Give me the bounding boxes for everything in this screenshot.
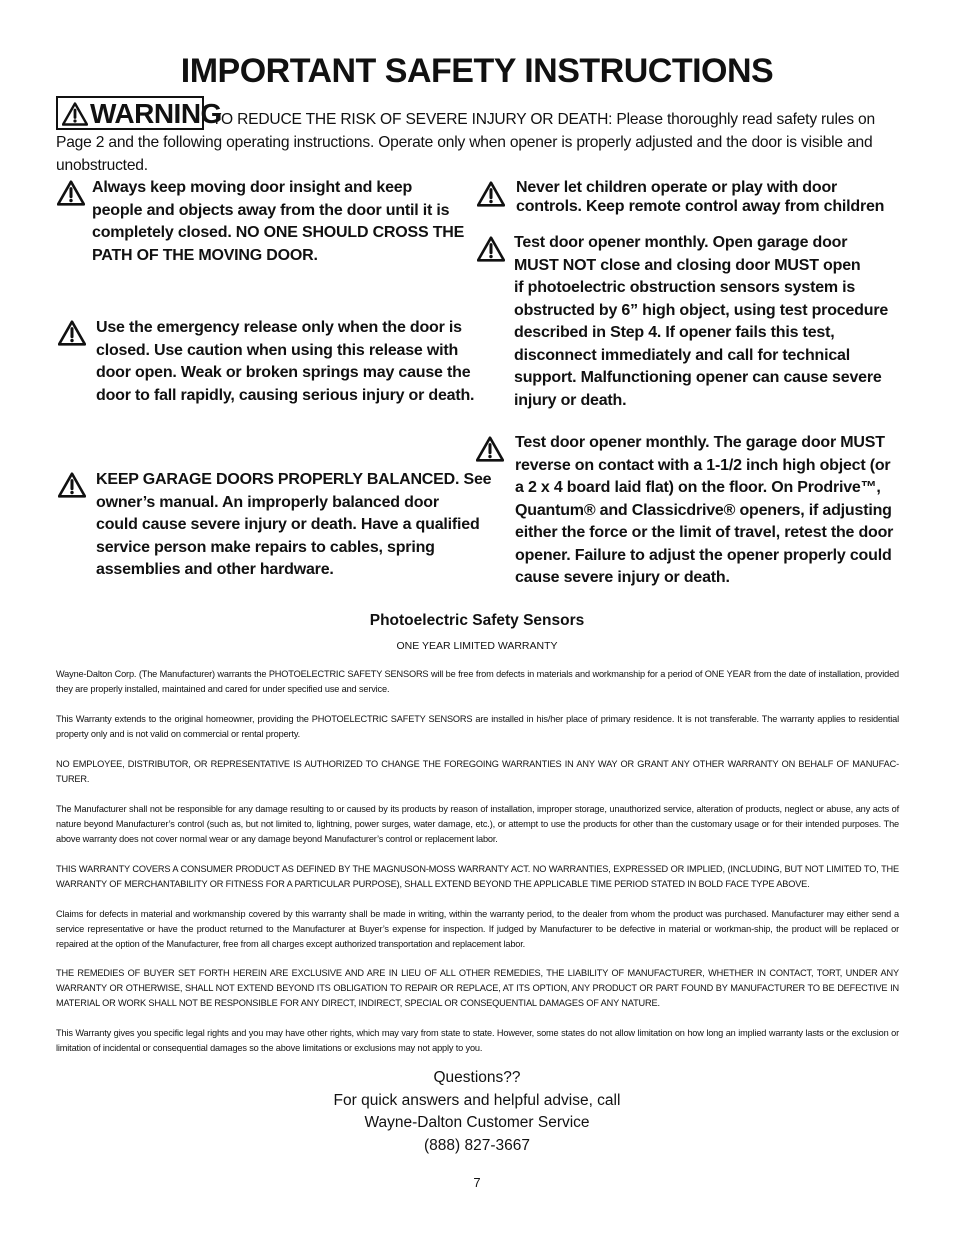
warning-line: MUST NOT close and closing door MUST open [514,256,861,274]
warranty-subtitle: ONE YEAR LIMITED WARRANTY [396,640,558,652]
warning-triangle-icon [58,320,86,346]
phone-number: (888) 827-3667 [424,1136,530,1154]
warning-line: disconnect immediately and call for technical [514,346,850,364]
warranty-paragraph: Claims for defects in material and workmanship covered by this warranty shall be made in writing, within the warranty period, to the dealer from whom the product was purchased. Manufacturer may either send a service representative or have the product returned to the Manufacturer at Buyer’s expense for inspection. If judged by Manufacturer to be defective in material or workman-ship, the product will be replaced or repaired at the option of the Manufacturer, free from all charges except authorized transportation and replacement labor. [56,909,899,949]
warning-line: support. Malfunctioning opener can cause severe [514,369,882,386]
warning-triangle-icon [57,180,85,206]
warranty-paragraph: This Warranty gives you specific legal rights and you may have other rights, which may vary from state to state. However, some states do not allow limitation on how long an implied warranty lasts or the exclusion or limitation of incidental or consequential damages so the above limitations or exclusions may not apply to you. [56,1028,899,1053]
questions-line: For quick answers and helpful advise, call [333,1091,621,1109]
sensors-heading: Photoelectric Safety Sensors [369,612,585,629]
page-title: IMPORTANT SAFETY INSTRUCTIONS [180,52,774,90]
warning-label: WARNING [90,98,222,129]
warning-line: PATH OF THE MOVING DOOR. [92,246,318,264]
intro-paragraph [56,108,901,177]
warning-line: KEEP GARAGE DOORS PROPERLY BALANCED. See [96,471,492,488]
warning-line: assemblies and other hardware. [96,561,334,578]
warranty-paragraph: This Warranty extends to the original homeowner, providing the PHOTOELECTRIC SAFETY SENSORS are installed in his/her place of primary residence. It is not transferable. The warranty applies to residential property only and is not valid on commercial or rental property. [56,714,899,739]
warning-line: Use the emergency release only when the door is [96,319,462,336]
warning-line: door open. Weak or broken springs may cause the [96,364,471,381]
questions-line: Questions?? [433,1069,521,1086]
page-number: 7 [473,1175,481,1190]
warranty-paragraph: THE REMEDIES OF BUYER SET FORTH HEREIN ARE EXCLUSIVE AND ARE IN LIEU OF ALL OTHER REMEDIES, THE LIABILITY OF MANUFACTURER, WHETHER IN CONTACT, TORT, UNDER ANY WARRANTY OR OTHERWISE, SHALL NOT EXTEND BEYOND ITS OBLIGATION TO REPAIR OR REPLACE, AT ITS OPTION, ANY PRODUCT OR PART FOUND BY MANUFACTURER TO BE DEFECTIVE IN MATERIAL OR WORK SHALL NOT BE RESPONSIBLE FOR ANY DIRECT, INDIRECT, SPECIAL OR CONSEQUENTIAL DAMAGES OF ANY NATURE. [56,968,899,1008]
warning-line: controls. Keep remote control away from children [516,198,885,215]
warning-line: Test door opener monthly. Open garage door [514,234,848,251]
contact-block [0,1067,954,1157]
warning-line: could cause severe injury or death. Have a qualified [96,516,480,533]
warning-line: described in Step 4. If opener fails this test, [514,324,835,341]
warning-line: people and objects away from the door until it is [92,201,450,219]
warning-line: cause severe injury or death. [515,569,730,586]
warning-line: Never let children operate or play with door [516,179,838,196]
warning-line: injury or death. [514,391,627,409]
warning-line: a 2 x 4 board laid flat) on the floor. On Prodrive™, [515,479,881,496]
warning-line: Always keep moving door insight and keep [92,179,413,196]
customer-service-name: Wayne-Dalton Customer Service [364,1114,590,1131]
warning-triangle-icon [476,436,504,462]
warning-triangle-icon [477,181,505,207]
intro-text: TO REDUCE THE RISK OF SEVERE INJURY OR DEATH: Please thoroughly read safety rules on Page 2 and the following operating instructions. Operate only when opener is properly adjusted and the door is visible and unobstructed. [56,111,875,174]
warranty-paragraph: THIS WARRANTY COVERS A CONSUMER PRODUCT AS DEFINED BY THE MAGNUSON-MOSS WARRANTY ACT. NO WARRANTIES, EXPRESSED OR IMPLIED, (INCLUDING, BUT NOT LIMITED TO, THE WARRANTY OF MERCHANTABILITY OR FITNESS FOR A PARTICULAR PURPOSE), SHALL EXTEND BEYOND THE APPLICABLE TIME PERIOD STATED IN BOLD FACE TYPE ABOVE. [56,864,899,889]
warning-line: completely closed. NO ONE SHOULD CROSS THE [92,224,465,241]
warning-triangle-icon [477,236,505,262]
warranty-paragraph: NO EMPLOYEE, DISTRIBUTOR, OR REPRESENTATIVE IS AUTHORIZED TO CHANGE THE FOREGOING WARRANTIES IN ANY WAY OR GRANT ANY OTHER WARRANTY ON BEHALF OF MANUFAC-TURER. [56,759,899,784]
warning-line: closed. Use caution when using this release with [96,341,459,359]
warranty-paragraph: The Manufacturer shall not be responsible for any damage resulting to or caused by its products by reason of installation, improper storage, unauthorized service, alteration of products, neglect or abuse, any acts of nature beyond Manufacturer’s control (such as, but not limited to, lightning, power surges, water damage, etc.), or attempt to use the products for other than the customary usage or for their intended purposes. The above warranty does not cover normal wear or any damage beyond Manufacturer’s control or replacement labor. [56,804,899,844]
warning-line: owner’s manual. An improperly balanced door [96,493,439,511]
warning-line: Quantum® and Classicdrive® openers, if adjusting [515,501,892,519]
warning-line: Test door opener monthly. The garage door MUST [515,434,885,451]
warning-line: door to fall rapidly, causing serious injury or death. [96,386,475,404]
warning-line: either the force or the limit of travel, retest the door [515,524,894,541]
warning-line: reverse on contact with a 1-1/2 inch high object (or [515,456,891,474]
warning-line: opener. Failure to adjust the opener properly could [515,546,892,564]
warranty-paragraph: Wayne-Dalton Corp. (The Manufacturer) warrants the PHOTOELECTRIC SAFETY SENSORS will be free from defects in materials and workmanship for a period of ONE YEAR from the date of installation, provided they are properly installed, maintained and cared for under specified use and service. [56,669,899,694]
warning-triangle-icon [58,472,86,498]
warning-line: obstructed by 6” high object, using test procedure [514,301,889,319]
warning-line: service person make repairs to cables, spring [96,538,435,556]
warning-line: if photoelectric obstruction sensors system is [514,279,856,296]
